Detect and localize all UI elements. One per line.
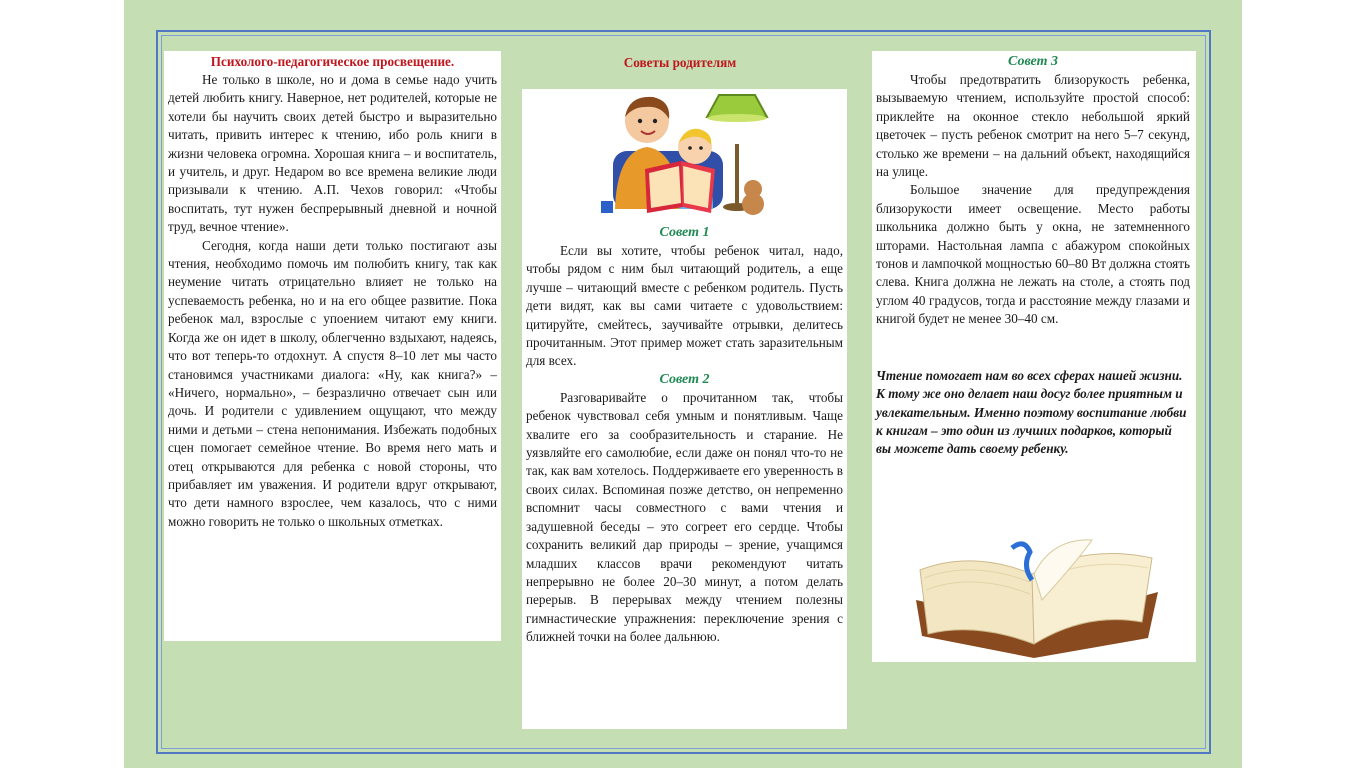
column-psych-education — [164, 51, 501, 641]
tip-1-title: Совет 1 — [659, 225, 710, 240]
section-title-tips: Советы родителям — [623, 55, 737, 70]
tip-3-title: Совет 3 — [1008, 54, 1058, 69]
column-tips — [522, 89, 847, 729]
paragraph-intro: Не только в школе, но и дома в семье надо учить детей любить книгу. Наверное, нет родителей, которые не хотели бы научить своих детей быстро и выразительно читать, привить интерес к чтению, ибо роль книги в жизни человека огромна. Хорошая книга – и воспитатель, и учитель, и друг. Недаром во все времена великие люди призывали к чтению. А.П. Чехов говорил: «Чтобы воспитать, тут нужен беспрерывный дневной и ночной труд, вечное чтение». — [168, 72, 497, 235]
tip-1-text: Если вы хотите, чтобы ребенок читал, надо, чтобы рядом с ним был читающий родитель, а еще лучше – читающий вместе с ребенком родитель. Пусть дети видят, как вы сами читаете с удовольствием: цитируйте, смейтесь, заучивайте отрывки, делитесь прочитанным. Этот пример может стать заразительным для всех. — [526, 243, 843, 369]
section-title-psych: Психолого-педагогическое просвещение. — [210, 54, 455, 69]
column-tip-3 — [872, 51, 1196, 531]
tip-3-paragraph-2: Большое значение для предупреждения близорукости имеет освещение. Место работы школьника должно быть у окна, не затемненного шторами. Настольная лампа с абажуром спокойных тонов и лампочкой мощностью 60–80 Вт должна стоять слева. Книга должна не лежать на столе, а стоять под углом 40 градусов, тогда и расстояние между глазами и книгой будет не менее 30–40 см. — [876, 182, 1190, 327]
tip-2-title: Совет 2 — [659, 371, 710, 387]
tip-3-paragraph-1: Чтобы предотвратить близорукость ребенка, вызываемую чтением, используйте простой способ: приклейте на оконное стекло небольшой яркий цветочек – пусть ребенок смотрит на него 5–7 секунд, столько же времени – на дальний объект, находящийся на улице. — [876, 72, 1190, 180]
open-book-icon — [872, 530, 1196, 662]
open-book-panel — [872, 530, 1196, 662]
closing-statement: Чтение помогает нам во всех сферах нашей жизни. К тому же оно делает наш досуг более приятным и увлекательным. Именно поэтому воспитание любви к книгам – это один из лучших подарков, который вы можете дать своему ребенку. — [876, 367, 1187, 457]
paragraph-today: Сегодня, когда наши дети только постигают азы чтения, необходимо помочь им полюбить книгу, так как неумение читать отрицательно влияет не только на успеваемость ребенка, но и на его общее развитие. Пока ребенок мал, взрослые с упоением читают ему книги. Когда же он идет в школу, облегченно вздыхают, надеясь, что вот теперь-то отдохнут. А спустя 8–10 лет мы часто становимся участниками диалога: «Ну, как книга?» – «Ничего, нормально», – безразлично отвечает сын или дочь. И родители с удивлением ощущают, что между ними и детьми – стена непонимания. Избежать подобных сцен помогает семейное чтение. Во время него мать и отец открываются для ребенка с новой стороны, что прибавляет им уважения. И родители вдруг открывают, что дети намного взрослее, чем казалось, что с ними можно говорить не только о школьных отметках. — [168, 237, 497, 529]
tip-2-text: Разговаривайте о прочитанном так, чтобы ребенок чувствовал себя умным и понятливым. Чаще хвалите его за сообразительность и старание. Не уязвляйте его самолюбие, если даже он понял что-то не так, как вам хотелось. Поддерживаете его уверенность в своих силах. Вспоминая позже детство, он непременно вспомнит часы совместного с вами чтения и задушевной беседы – это согреет его сердце. Чтобы сохранить великий дар природы – зрение, учащимся младших классов врачи рекомендуют читать непрерывно не более 20–30 минут, а потом делать перерыв. В перерывах между чтением полезны гимнастические упражнения: переключение зрения с ближней точки на более дальнюю. — [526, 389, 843, 645]
parent-reading-with-child-icon — [595, 89, 775, 224]
